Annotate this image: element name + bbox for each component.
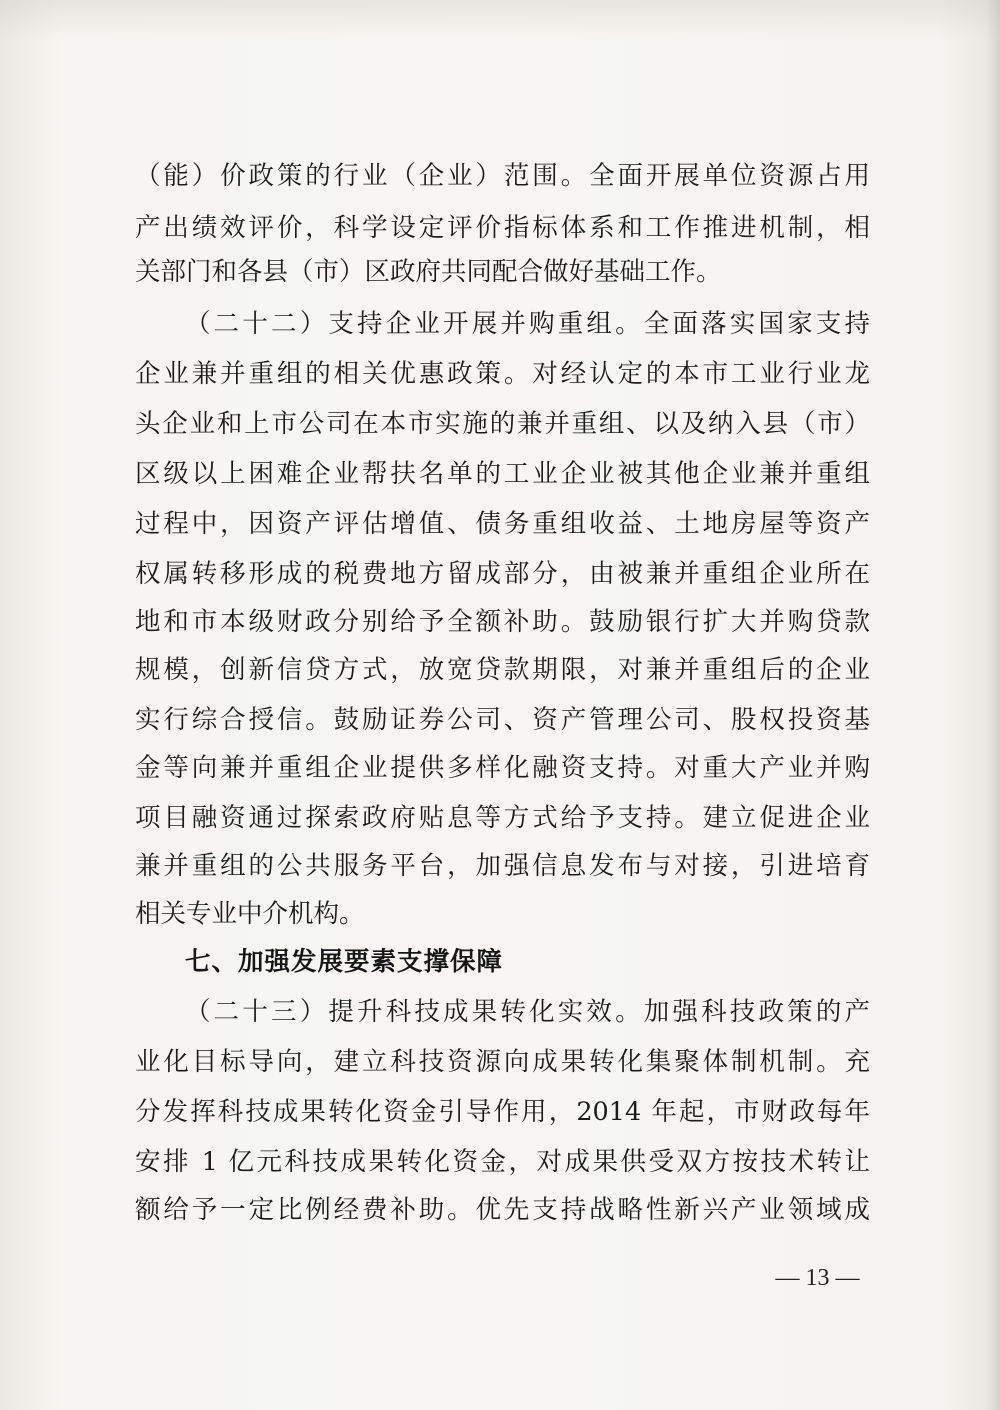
paragraph-2-line-8: 规模，创新信贷方式，放宽贷款期限，对兼并重组后的企业: [135, 655, 870, 685]
paragraph-2-line-12: 兼并重组的公共服务平台，加强信息发布与对接，引进培育: [135, 851, 870, 881]
paragraph-2-line-3: 头企业和上市公司在本市实施的兼并重组、以及纳入县（市）: [135, 409, 870, 439]
paragraph-3-line-1: （二十三）提升科技成果转化实效。加强科技政策的产: [185, 997, 870, 1027]
paragraph-3-line-5: 额给予一定比例经费补助。优先支持战略性新兴产业领域成: [135, 1195, 870, 1225]
paragraph-2-line-10: 金等向兼并重组企业提供多样化融资支持。对重大产业并购: [135, 753, 870, 783]
paragraph-2-line-7: 地和市本级财政分别给予全额补助。鼓励银行扩大并购贷款: [135, 607, 870, 637]
paragraph-3-line-2: 业化目标导向，建立科技资源向成果转化集聚体制机制。充: [135, 1047, 870, 1077]
paragraph-2-line-13: 相关专业中介机构。: [135, 899, 365, 929]
paragraph-2-line-6: 权属转移形成的税费地方留成部分，由被兼并重组企业所在: [135, 559, 870, 589]
paragraph-2-line-11: 项目融资通过探索政府贴息等方式给予支持。建立促进企业: [135, 803, 870, 833]
scan-shadow-right: [986, 0, 1000, 1410]
section-heading: 七、加强发展要素支撑保障: [185, 947, 504, 977]
paragraph-2-line-4: 区级以上困难企业帮扶名单的工业企业被其他企业兼并重组: [135, 459, 870, 489]
paragraph-2-line-9: 实行综合授信。鼓励证券公司、资产管理公司、股权投资基: [135, 705, 870, 735]
paragraph-1-line-3: 关部门和各县（市）区政府共同配合做好基础工作。: [135, 257, 722, 287]
page-number: — 13 —: [775, 1265, 860, 1291]
paragraph-3-line-4: 安排 1 亿元科技成果转化资金，对成果供受双方按技术转让: [135, 1147, 870, 1177]
paragraph-2-line-1: （二十二）支持企业开展并购重组。全面落实国家支持: [185, 309, 870, 339]
paragraph-3-line-3: 分发挥科技成果转化资金引导作用，2014 年起，市财政每年: [135, 1097, 870, 1127]
paragraph-2-line-5: 过程中，因资产评估增值、债务重组收益、土地房屋等资产: [135, 509, 870, 539]
paragraph-1-line-1: （能）价政策的行业（企业）范围。全面开展单位资源占用: [135, 161, 870, 191]
paragraph-2-line-2: 企业兼并重组的相关优惠政策。对经认定的本市工业行业龙: [135, 359, 870, 389]
paragraph-1-line-2: 产出绩效评价，科学设定评价指标体系和工作推进机制，相: [135, 213, 870, 243]
scan-shadow-top: [0, 0, 1000, 40]
